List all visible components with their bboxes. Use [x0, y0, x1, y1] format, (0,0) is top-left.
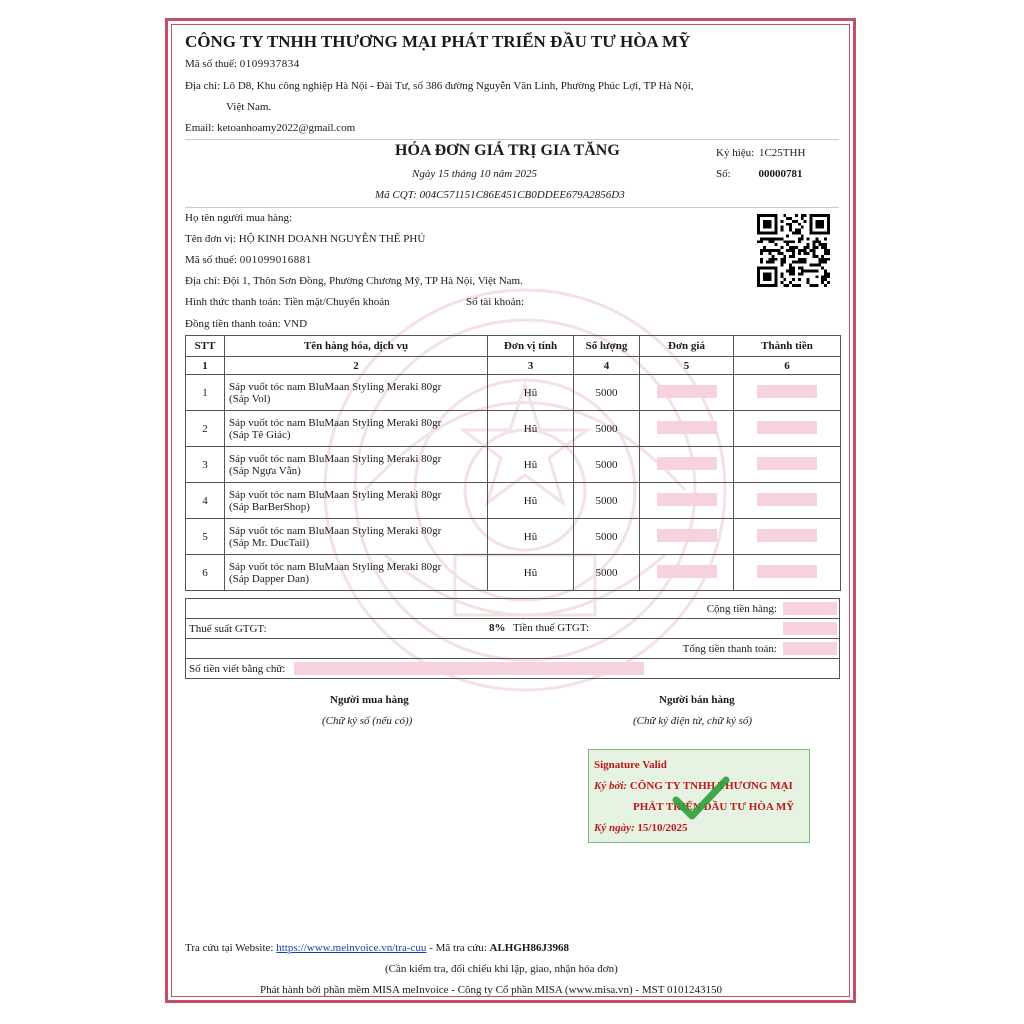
row-item-name: Sáp vuốt tóc nam BluMaan Styling Meraki 80gr (Sáp Dapper Dan) — [225, 555, 488, 591]
header-item-name: Tên hàng hóa, dịch vụ — [225, 336, 488, 357]
seller-tax-code: 0109937834 — [239, 58, 300, 70]
lookup-url-link[interactable]: https://www.meinvoice.vn/tra-cuu — [276, 942, 427, 954]
column-number: 1 — [186, 357, 225, 375]
table-row — [186, 411, 841, 447]
vat-row — [186, 619, 840, 639]
lookup-code: ALHGH86J3968 — [489, 942, 569, 954]
buyer-tax-label: Mã số thuế: — [185, 254, 237, 266]
footer-note: (Cần kiểm tra, đối chiếu khi lập, giao, nhận hóa đơn) — [385, 963, 618, 975]
payment-method: Tiền mặt/Chuyển khoản — [283, 296, 390, 308]
subtotal-cell — [186, 599, 840, 619]
buyer-tax-code: 001099016881 — [239, 254, 312, 266]
seller-address-label: Địa chỉ: — [185, 80, 221, 92]
row-unit-price-redacted — [640, 447, 734, 483]
row-amount-redacted — [734, 447, 841, 483]
invoice-cqt-code: Mã CQT: 004C571151C86E451CB0DDEE679A2856D3 — [375, 189, 625, 201]
seller-company-name: CÔNG TY TNHH THƯƠNG MẠI PHÁT TRIỂN ĐẦU TƯ HÒA MỸ — [185, 32, 691, 51]
row-unit: Hũ — [488, 555, 574, 591]
row-stt: 1 — [186, 375, 225, 411]
table-row — [186, 555, 841, 591]
row-item-name: Sáp vuốt tóc nam BluMaan Styling Meraki 80gr (Sáp Vol) — [225, 375, 488, 411]
column-number: 2 — [225, 357, 488, 375]
signed-by-line1: CÔNG TY TNHH THƯƠNG MẠI — [629, 780, 793, 792]
seller-address-line — [185, 80, 694, 92]
invoice-number: 00000781 — [758, 168, 803, 180]
currency-line — [185, 318, 307, 330]
invoice-title: HÓA ĐƠN GIÁ TRỊ GIA TĂNG — [395, 142, 620, 159]
table-row — [186, 483, 841, 519]
row-unit: Hũ — [488, 519, 574, 555]
amount-in-words-cell — [186, 659, 840, 679]
subtotal-label: Cộng tiền hàng: — [706, 602, 777, 615]
row-quantity: 5000 — [574, 519, 640, 555]
row-stt: 5 — [186, 519, 225, 555]
row-quantity: 5000 — [574, 447, 640, 483]
total-redacted — [783, 642, 837, 655]
seller-signature-title: Người bán hàng — [659, 694, 735, 706]
row-stt: 2 — [186, 411, 225, 447]
vat-rate: 8% — [489, 622, 506, 634]
row-amount-redacted — [734, 483, 841, 519]
header-divider — [185, 139, 839, 140]
buyer-address: Đội 1, Thôn Sơn Đồng, Phường Chương Mỹ, TP Hà Nội, Việt Nam. — [222, 275, 523, 287]
row-amount-redacted — [734, 375, 841, 411]
invoice-number-label: Số: — [716, 168, 731, 180]
qr-code-icon — [757, 214, 830, 287]
sign-date-line — [594, 822, 688, 834]
header-stt: STT — [186, 336, 225, 357]
vat-amount-label: Tiền thuế GTGT: — [513, 622, 590, 634]
seller-address-line2: Việt Nam. — [226, 101, 272, 113]
signature-valid-title: Signature Valid — [594, 759, 667, 771]
payment-method-line — [185, 296, 390, 308]
seller-address-line1: Lô D8, Khu công nghiệp Hà Nội - Đài Tư, số 386 đường Nguyễn Văn Linh, Phường Phúc Lợi, TP Hà Nội, — [222, 80, 694, 92]
amount-in-words-redacted — [294, 662, 644, 675]
items-table — [185, 335, 841, 591]
invoice-symbol-label: Ký hiệu: — [716, 147, 755, 159]
buyer-address-label: Địa chỉ: — [185, 275, 221, 287]
lookup-code-label: - Mã tra cứu: — [429, 942, 487, 954]
subtotal-row — [186, 599, 840, 619]
row-unit: Hũ — [488, 483, 574, 519]
buyer-signature-title: Người mua hàng — [330, 694, 409, 706]
total-cell — [186, 639, 840, 659]
column-number: 6 — [734, 357, 841, 375]
row-unit-price-redacted — [640, 411, 734, 447]
invoice-symbol: 1C25THH — [758, 147, 806, 159]
row-unit-price-redacted — [640, 519, 734, 555]
row-quantity: 5000 — [574, 411, 640, 447]
header-quantity: Số lượng — [574, 336, 640, 357]
totals-table — [185, 598, 840, 679]
row-amount-redacted — [734, 519, 841, 555]
currency: VND — [283, 318, 308, 330]
table-row — [186, 375, 841, 411]
seller-tax-line — [185, 58, 300, 70]
table-row — [186, 447, 841, 483]
table-row — [186, 519, 841, 555]
subtotal-redacted — [783, 602, 837, 615]
lookup-line — [185, 942, 569, 954]
total-label: Tổng tiền thanh toán: — [682, 642, 777, 655]
row-item-name: Sáp vuốt tóc nam BluMaan Styling Meraki 80gr (Sáp Ngựa Vằn) — [225, 447, 488, 483]
seller-tax-label: Mã số thuế: — [185, 58, 237, 70]
vat-amount-redacted — [783, 622, 837, 635]
title-divider — [185, 207, 839, 208]
row-quantity: 5000 — [574, 555, 640, 591]
column-number: 4 — [574, 357, 640, 375]
row-item-name: Sáp vuốt tóc nam BluMaan Styling Meraki 80gr (Sáp BarBerShop) — [225, 483, 488, 519]
row-unit-price-redacted — [640, 555, 734, 591]
footer-issuer: Phát hành bởi phần mềm MISA meInvoice - Công ty Cổ phần MISA (www.misa.vn) - MST 0101243150 — [260, 984, 722, 996]
lookup-prefix: Tra cứu tại Website: — [185, 942, 274, 954]
row-stt: 3 — [186, 447, 225, 483]
invoice-symbol-line — [716, 147, 805, 159]
row-amount-redacted — [734, 411, 841, 447]
total-row — [186, 639, 840, 659]
signed-by-label: Ký bởi: — [594, 780, 628, 792]
row-quantity: 5000 — [574, 483, 640, 519]
row-item-name: Sáp vuốt tóc nam BluMaan Styling Meraki 80gr (Sáp Tê Giác) — [225, 411, 488, 447]
invoice-date: Ngày 15 tháng 10 năm 2025 — [412, 168, 537, 180]
vat-rate-label: Thuế suất GTGT: — [189, 622, 267, 635]
buyer-name-label: Họ tên người mua hàng: — [185, 212, 293, 224]
column-number: 5 — [640, 357, 734, 375]
column-number-row — [186, 357, 841, 375]
header-amount: Thành tiền — [734, 336, 841, 357]
header-unit: Đơn vị tính — [488, 336, 574, 357]
payment-method-label: Hình thức thanh toán: — [185, 296, 282, 308]
row-amount-redacted — [734, 555, 841, 591]
row-unit: Hũ — [488, 375, 574, 411]
buyer-unit-label: Tên đơn vị: — [185, 233, 237, 245]
invoice-number-line — [716, 168, 802, 180]
row-unit-price-redacted — [640, 375, 734, 411]
buyer-unit-line — [185, 233, 425, 245]
row-unit: Hũ — [488, 411, 574, 447]
buyer-address-line — [185, 275, 523, 287]
seller-email: ketoanhoamy2022@gmail.com — [217, 122, 356, 134]
row-unit: Hũ — [488, 447, 574, 483]
header-unit-price: Đơn giá — [640, 336, 734, 357]
seller-email-label: Email: — [185, 122, 215, 134]
column-number: 3 — [488, 357, 574, 375]
checkmark-icon — [672, 776, 730, 822]
seller-email-line — [185, 122, 355, 134]
seller-signature-note: (Chữ ký điện tử, chữ ký số) — [633, 715, 753, 727]
buyer-signature-note: (Chữ ký số (nếu có)) — [322, 715, 413, 727]
row-unit-price-redacted — [640, 483, 734, 519]
amount-in-words-label: Số tiền viết bằng chữ: — [189, 662, 286, 675]
sign-date-label: Ký ngày: — [594, 822, 635, 834]
sign-date: 15/10/2025 — [637, 822, 688, 834]
account-number-label: Số tài khoản: — [466, 296, 525, 308]
buyer-tax-line — [185, 254, 312, 266]
vat-cell — [186, 619, 840, 639]
currency-label: Đồng tiền thanh toán: — [185, 318, 281, 330]
table-header-row — [186, 336, 841, 357]
signed-by-line2: PHÁT TRIỂN ĐẦU TƯ HÒA MỸ — [633, 801, 795, 813]
buyer-unit: HỘ KINH DOANH NGUYỄN THẾ PHÚ — [238, 233, 426, 245]
amount-in-words-row — [186, 659, 840, 679]
row-stt: 4 — [186, 483, 225, 519]
row-stt: 6 — [186, 555, 225, 591]
row-quantity: 5000 — [574, 375, 640, 411]
row-item-name: Sáp vuốt tóc nam BluMaan Styling Meraki 80gr (Sáp Mr. DucTail) — [225, 519, 488, 555]
